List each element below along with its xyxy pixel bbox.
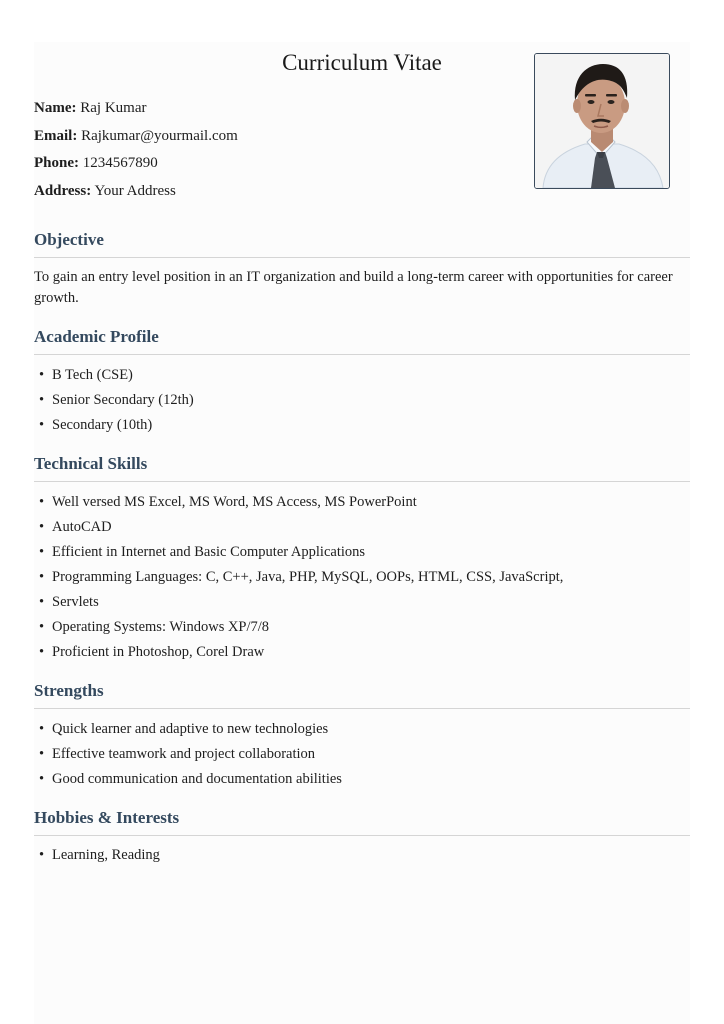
hobbies-heading: Hobbies & Interests xyxy=(34,808,690,836)
list-item: • Effective teamwork and project collaboration xyxy=(34,744,342,769)
list-item: • Servlets xyxy=(34,592,563,617)
hobbies-list xyxy=(34,845,160,870)
name-value: Raj Kumar xyxy=(80,100,147,116)
list-item: • Quick learner and adaptive to new technologies xyxy=(34,719,342,744)
address-label: Address: xyxy=(34,183,92,200)
list-item: • Good communication and documentation abilities xyxy=(34,769,342,794)
email-value: Rajkumar@yourmail.com xyxy=(81,127,238,144)
list-item: • Learning, Reading xyxy=(34,845,160,870)
skills-heading: Technical Skills xyxy=(34,454,690,482)
list-item: • Operating Systems: Windows XP/7/8 xyxy=(34,617,563,642)
email-label: Email: xyxy=(34,127,78,144)
list-item: • B Tech (CSE) xyxy=(34,365,194,390)
document-title: Curriculum Vitae xyxy=(282,50,442,75)
contact-email xyxy=(34,125,238,153)
strengths-heading: Strengths xyxy=(34,681,690,709)
phone-value: 1234567890 xyxy=(82,155,158,172)
profile-photo-icon xyxy=(535,54,669,188)
phone-label: Phone: xyxy=(34,155,79,172)
contact-address xyxy=(34,180,238,208)
objective-text: To gain an entry level position in an IT organization and build a long-term career with opportunities for career growth. xyxy=(34,269,673,306)
contact-phone xyxy=(34,152,238,180)
profile-photo xyxy=(534,53,670,189)
name-label: Name: xyxy=(34,100,77,116)
contact-details xyxy=(34,97,238,208)
academic-heading: Academic Profile xyxy=(34,327,690,355)
list-item: • Programming Languages: C, C++, Java, PHP, MySQL, OOPs, HTML, CSS, JavaScript, xyxy=(34,567,563,592)
list-item: • AutoCAD xyxy=(34,517,563,542)
list-item: • Well versed MS Excel, MS Word, MS Access, MS PowerPoint xyxy=(34,492,563,517)
list-item: • Efficient in Internet and Basic Computer Applications xyxy=(34,542,563,567)
strengths-list xyxy=(34,719,342,794)
address-value: Your Address xyxy=(94,183,176,200)
academic-list xyxy=(34,365,194,440)
list-item: • Proficient in Photoshop, Corel Draw xyxy=(34,642,563,667)
list-item: • Senior Secondary (12th) xyxy=(34,390,194,415)
objective-heading: Objective xyxy=(34,230,690,258)
list-item: • Secondary (10th) xyxy=(34,415,194,440)
contact-name xyxy=(34,97,238,125)
skills-list xyxy=(34,492,563,667)
